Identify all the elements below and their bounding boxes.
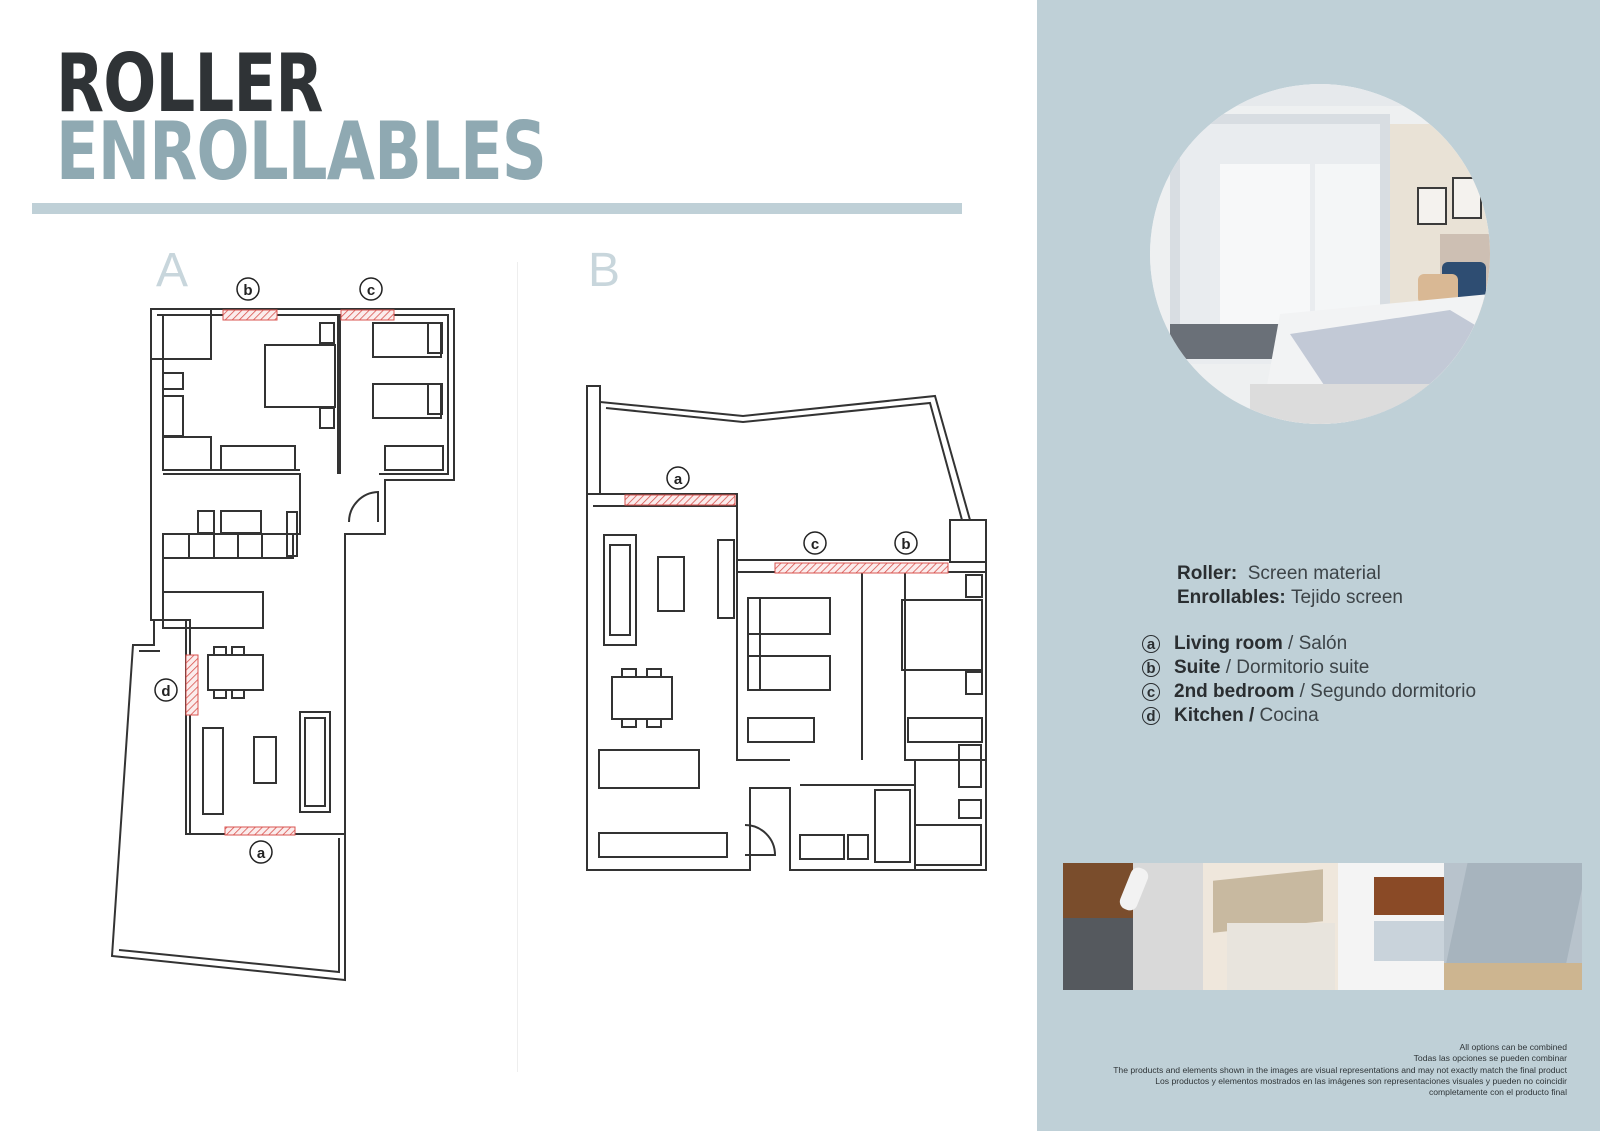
plan-a-marker-a: a <box>256 845 266 862</box>
disclaimer-line: Los productos y elementos mostrados en las imágenes son representaciones visuales y pueden no coincidir <box>1155 1075 1567 1086</box>
spec-roller <box>1177 563 1381 585</box>
room-legend <box>1142 632 1476 728</box>
legend-key: c <box>1142 683 1160 701</box>
swatch-wood-fabric <box>1338 863 1444 990</box>
title-enrollables: ENROLLABLES <box>56 105 547 198</box>
disclaimer-line: Todas las opciones se pueden combinar <box>1413 1053 1567 1064</box>
legend-es: Cocina <box>1259 705 1319 726</box>
legend-es: / Salón <box>1288 633 1348 654</box>
spec-roller-label: Roller: <box>1177 563 1238 584</box>
plan-a-marker-b: b <box>243 282 253 299</box>
bedroom-photo <box>1150 84 1490 424</box>
plan-b-letter: B <box>588 244 621 297</box>
plan-a-marker-c: c <box>366 282 376 299</box>
legend-es: / Segundo dormitorio <box>1299 681 1477 702</box>
legend-item-2nd-bedroom <box>1142 680 1476 704</box>
swatch-dark-fabric <box>1063 863 1203 990</box>
legend-key: d <box>1142 707 1160 725</box>
plan-b-marker-b: b <box>901 536 911 553</box>
legend-en: Suite <box>1174 657 1221 678</box>
disclaimer-line: All options can be combined <box>1459 1042 1567 1052</box>
plan-a-letter: A <box>156 244 189 297</box>
spec-enrollables-value: Tejido screen <box>1291 587 1403 608</box>
swatch-blue-roll <box>1444 863 1582 990</box>
legend-item-kitchen <box>1142 704 1476 728</box>
disclaimer-line: completamente con el producto final <box>1428 1087 1567 1098</box>
legend-key: b <box>1142 659 1160 677</box>
legend-en: 2nd bedroom <box>1174 681 1295 702</box>
fabric-swatches <box>1063 863 1582 990</box>
plan-b-marker-a: a <box>673 471 683 488</box>
legend-es: / Dormitorio suite <box>1225 657 1370 678</box>
legend-key: a <box>1142 635 1160 653</box>
spec-roller-value: Screen material <box>1247 563 1381 584</box>
legend-en: Living room <box>1174 633 1283 654</box>
swatch-beige-fabric <box>1203 863 1338 990</box>
disclaimer <box>1047 1042 1567 1098</box>
plan-b-marker-c: c <box>810 536 820 553</box>
legend-item-living-room <box>1142 632 1476 656</box>
legend-en: Kitchen / <box>1174 705 1255 726</box>
spec-enrollables-label: Enrollables: <box>1177 587 1286 608</box>
plan-a-marker-d: d <box>161 683 171 700</box>
disclaimer-line: The products and elements shown in the images are visual representations and may not exactly match the final product <box>1113 1064 1567 1075</box>
title-roller: ROLLER <box>56 37 323 130</box>
spec-enrollables <box>1177 587 1403 609</box>
legend-item-suite <box>1142 656 1476 680</box>
